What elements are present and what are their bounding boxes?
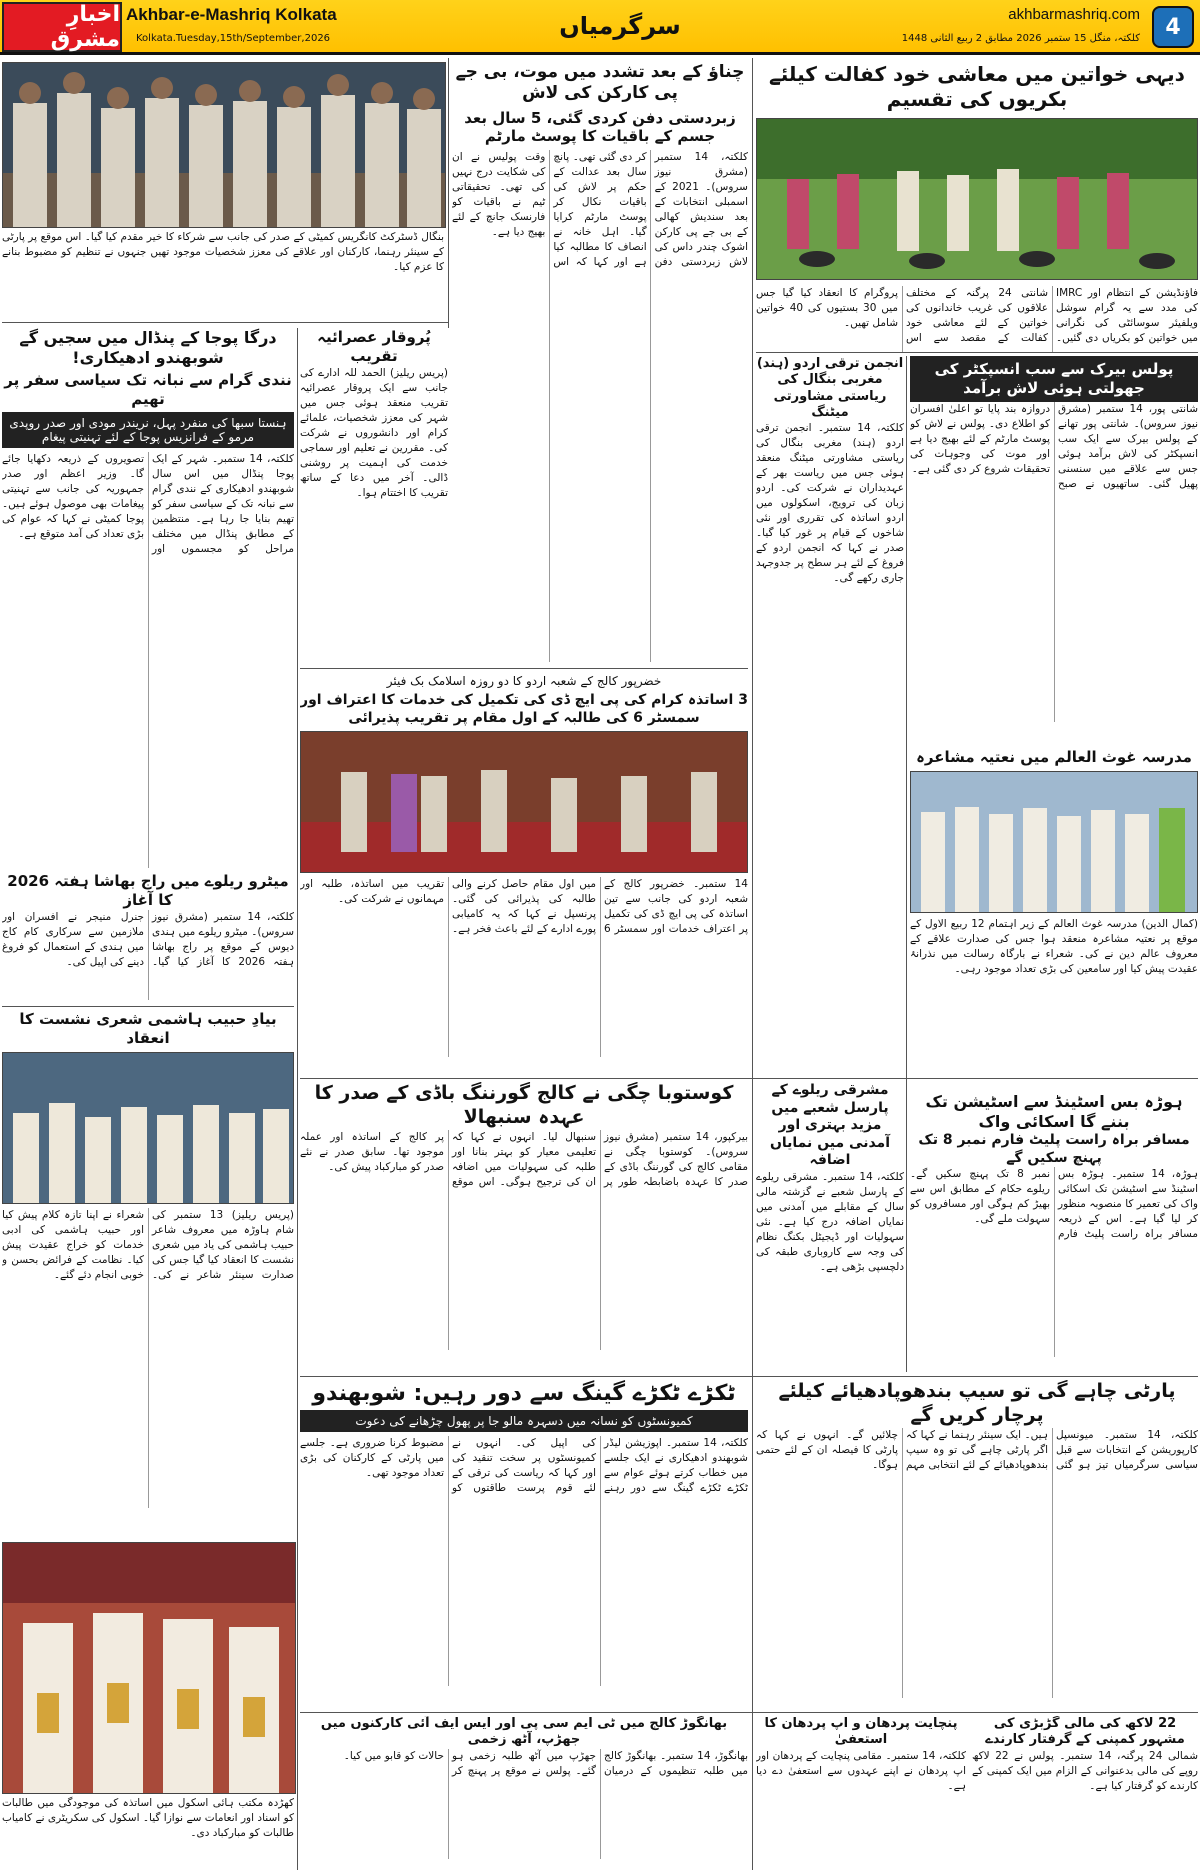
bus-article [910, 1092, 1198, 1372]
bus-body: ہوڑہ، 14 ستمبر۔ ہوڑہ بس اسٹینڈ سے اسٹیشن تک اسکائی واک کی تعمیر کا منصوبہ منظور کر لیا گیا ہے۔ اس کے ذریعہ مسافر براہ راست پلیٹ فارم نمبر 8 تک پہنچ سکیں گے۔ ریلوے حکام کے مطابق اس سے بھیڑ کم ہوگی اور مسافروں کو سہولت ملے گی۔ [910, 1168, 1198, 1240]
party-article [756, 1380, 1198, 1710]
trolley-headline: 22 لاکھ کی مالی گڑبڑی کی مشہور کمپنی کے گرفتار کارندے [985, 1716, 1185, 1748]
durga-boxed-subhead: ہنستا سبھا کی منفرد پہل، نریندر مودی اور صدر روپدی مرمو کے فرانزیس پوجا کے لئے تہنیتی پیغام [2, 412, 294, 448]
madrasa-headline: مدرسہ غوث العالم میں نعتیہ مشاعرہ [916, 748, 1192, 766]
column-rule [752, 58, 753, 1870]
poetry-article [2, 1010, 294, 1536]
newspaper-logo[interactable]: اخبارِ مشرق [2, 2, 122, 52]
goats-article [756, 62, 1198, 352]
column-rule [297, 328, 298, 1870]
website-link[interactable]: akhbarmashriq.com [1008, 6, 1140, 23]
college-photo [300, 731, 748, 873]
durga-body: کلکتہ، 14 ستمبر۔ شہر کے ایک پوجا پنڈال میں اس سال شوبھندو ادھیکاری کے نندی گرام سے نبانہ تک کے سیاسی سفر کو تھیم بنایا جا رہا ہے۔ منتظمین کے مطابق پنڈال میں مختلف مراحل کو مجسموں اور تصویروں کے ذریعہ دکھایا جائے گا۔ وزیر اعظم اور صدر جمہوریہ کی جانب سے تہنیتی پیغامات بھی موصول ہوئے ہیں۔ پوجا کمیٹی نے کہا کہ عوام کی بڑی تعداد کی آمد متوقع ہے۔ [2, 452, 294, 555]
school-photo [2, 1542, 296, 1794]
row-divider [2, 322, 448, 323]
party-body: کلکتہ، 14 ستمبر۔ میونسپل کارپوریشن کے انتخابات سے قبل سیاسی سرگرمیاں تیز ہو گئی ہیں۔ ایک سینئر رہنما نے کہا کہ اگر پارٹی چاہے گی تو وہ سیپ بندھوپادھیائے کے لئے انتخابی مہم چلائیں گے۔ انہوں نے کہا کہ پارٹی کا فیصلہ ان کے لئے حتمی ہوگا۔ [756, 1428, 1198, 1471]
metro-body: کلکتہ، 14 ستمبر (مشرق نیوز سروس)۔ میٹرو ریلوے میں ہندی دیوس کے موقع پر راج بھاشا ہفتہ 2026 کا آغاز کیا گیا۔ جنرل منیجر نے افسران اور ملازمین سے سرکاری کام کاج میں ہندی کے استعمال کو فروغ دینے کی اپیل کی۔ [2, 910, 294, 968]
anjuman-body: کلکتہ، 14 ستمبر۔ انجمن ترقی اردو (ہند) مغربی بنگال کی ریاستی مشاورتی میٹنگ منعقد ہوئی جس میں ریاست بھر کے عہدیداران نے شرکت کی۔ اردو زبان کی ترویج، اسکولوں میں اردو اساتذہ کی تقرری اور نئی شاخوں کے قیام پر غور کیا گیا۔ صدر نے کہا کہ انجمن اردو کے فروغ کے لئے ہر سطح پر جدوجہد جاری رکھے گی۔ [756, 422, 904, 584]
metro-article [2, 872, 294, 1002]
sfi-article [300, 1716, 748, 1870]
ceremony-article [300, 328, 448, 668]
poetry-gathering-illustration [3, 1053, 293, 1203]
ceremony-headline: پُروقار عصرائیہ تقریب [317, 328, 431, 365]
anjuman-article [756, 356, 904, 1076]
police-article [910, 356, 1198, 736]
funeral-subhead: زبردستی دفن کردی گئی، 5 سال بعد جسم کے باقیات کا پوسٹ مارٹم [464, 108, 736, 146]
college-kicker: خضرپور کالج کے شعبہ اردو کا دو روزہ اسلامک بک فیئر [386, 674, 662, 688]
metro-headline: میٹرو ریلوے میں راج بھاشا ہفتہ 2026 کا آغاز [7, 872, 289, 909]
panchayat-body: کلکتہ، 14 ستمبر۔ مقامی پنچایت کے پردھان اور اپ پردھان نے اپنے عہدوں سے استعفیٰ دے دیا ہے۔ [756, 1749, 966, 1792]
bus-headline: ہوڑہ بس اسٹینڈ سے اسٹیشن تک بننے گا اسکائی واک [925, 1092, 1183, 1131]
ceremony-body: (پریس ریلیز) الحمد للہ ادارے کی جانب سے ایک پروقار عصرائیہ تقریب منعقد ہوئی جس میں شہر کی معزز شخصیات، علمائے کرام اور دانشوروں نے شرکت کی۔ مقررین نے تعلیم اور سماجی خدمت کی اہمیت پر روشنی ڈالی۔ آخر میں دعا کے ساتھ تقریب کا اختتام ہوا۔ [300, 366, 448, 499]
row-divider [300, 668, 748, 669]
brand-name: Akhbar-e-Mashriq Kolkata [126, 5, 337, 24]
college-headline: 3 اساتذہ کرام کی پی ایچ ڈی کی تکمیل کی خدمات کا اعتراف اور سمسٹر 6 کی طالبہ کے اول مقام پر تقریب پذیرائی [300, 692, 748, 726]
madrasa-article [910, 748, 1198, 1088]
poetry-headline: بیادِ حبیب ہاشمی شعری نشست کا انعقاد [19, 1010, 277, 1047]
goats-body: فاؤنڈیشن کے انتظام اور IMRC کی مدد سے یہ گرام سوشل ویلفیئر سوسائٹی کی نگرانی میں خواتین کو بکریاں دی گئیں۔ شانتی 24 پرگنہ کے مختلف علاقوں کی غریب خاندانوں کی خواتین کے لئے معاشی خود کفالت کے مقصد سے اس پروگرام کا انعقاد کیا گیا جس میں 30 بستیوں کی 40 خواتین شامل تھیں۔ [756, 287, 1198, 344]
college-article [300, 672, 748, 1076]
goats-headline: دیہی خواتین میں معاشی خود کفالت کیلئے بکریوں کی تقسیم [769, 62, 1185, 111]
funeral-headline: چناؤ کے بعد تشدد میں موت، بی جے پی کارکن کی لاش [455, 62, 745, 104]
mushaira-illustration [911, 772, 1197, 912]
durga-subhead: نندی گرام سے نبانہ تک سیاسی سفر پر تھیم [4, 371, 292, 408]
row-divider [756, 352, 1198, 353]
village-women-illustration [757, 119, 1197, 279]
gorung-body: بیرکپور، 14 ستمبر (مشرق نیوز سروس)۔ کوستوبا چگی نے مقامی کالج کی گورننگ باڈی کے صدر کا عہدہ باضابطہ طور پر سنبھال لیا۔ انہوں نے کہا کہ تعلیمی معیار کو بہتر بنانا اور طلبہ کی سہولیات میں اضافہ ان کی ترجیح ہوگی۔ اس موقع پر کالج کے اساتذہ اور عملہ موجود تھا۔ سابق صدر نے نئے صدر کو مبارکباد پیش کی۔ [300, 1130, 748, 1188]
page-number-badge: 4 [1152, 6, 1194, 48]
column-rule [906, 356, 907, 1372]
tukde-boxed-subhead: کمیونسٹوں کو نسانہ میں دسہرہ مالو جا پر پھول چڑھانے کی دعوت [300, 1410, 748, 1432]
goats-photo [756, 118, 1198, 280]
police-headline: پولس بیرک سے سب انسپکٹر کی جھولتی ہوئی لاش برآمد [910, 356, 1198, 402]
party-headline: پارٹی چاہے گی تو سیپ بندھوپادھیائے کیلئے پرچار کریں گے [778, 1380, 1176, 1426]
tukde-headline: ٹکڑے ٹکڑے گینگ سے دور رہیں: شوبھندو [312, 1381, 736, 1406]
congress-photo [2, 62, 446, 228]
madrasa-photo [910, 771, 1198, 913]
masthead [0, 0, 1200, 55]
sfi-headline: بھانگوڑ کالج میں ٹی ایم سی پی اور ایس ایف آئی کارکنوں میں جھڑپ، آٹھ زخمی [320, 1716, 728, 1748]
police-body: شانتی پور، 14 ستمبر (مشرق نیوز سروس)۔ شانتی پور تھانے کے پولس بیرک سے ایک سب انسپکٹر کی لاش برآمد ہوئی جس سے علاقے میں سنسنی پھیل گئی۔ ساتھیوں نے صبح دروازہ بند پایا تو اعلیٰ افسران کو اطلاع دی۔ پولس نے لاش کو پوسٹ مارٹم کے لئے بھیج دیا ہے اور موت کی وجوہات کی تحقیقات شروع کر دی گئی ہے۔ [910, 402, 1198, 490]
row-divider [2, 1006, 294, 1007]
trolley-body: شمالی 24 پرگنہ، 14 ستمبر۔ پولس نے 22 لاکھ روپے کی مالی بدعنوانی کے الزام میں ایک کمپنی کے کارندے کو گرفتار کیا ہے۔ [972, 1749, 1198, 1792]
row-divider [300, 1078, 1198, 1079]
award-ceremony-illustration [301, 732, 747, 872]
durga-headline: درگا پوجا کے پنڈال میں سجیں گے شوبھندو ادھیکاری! [19, 328, 277, 367]
railway-headline: مشرقی ریلوے کے پارسل شعبے میں مزید بہتری اور آمدنی میں نمایاں اضافہ [769, 1082, 891, 1168]
tukde-body: کلکتہ، 14 ستمبر۔ اپوزیشن لیڈر شوبھندو ادھیکاری نے ایک جلسے میں خطاب کرتے ہوئے عوام سے ٹکڑے ٹکڑے گینگ سے دور رہنے کی اپیل کی۔ انہوں نے کمیونسٹوں پر سخت تنقید کی اور کہا کہ ریاست کی ترقی کے لئے قوم پرست طاقتوں کو مضبوط کرنا ضروری ہے۔ جلسے میں پارٹی کے کارکنان کی بڑی تعداد موجود تھی۔ [300, 1436, 748, 1494]
urdu-dateline: کلکتہ، منگل 15 ستمبر 2026 مطابق 2 ربیع الثانی 1448 [901, 33, 1140, 44]
durga-article [2, 328, 294, 868]
gorung-headline: کوستوبا چگی نے کالج گورننگ باڈی کے صدر کا عہدہ سنبھالا [314, 1082, 734, 1128]
group-photo-illustration [3, 63, 445, 227]
row-divider [300, 1376, 1198, 1377]
panchayat-article [756, 1716, 966, 1870]
english-dateline: Kolkata.Tuesday,15th/September,2026 [136, 33, 331, 44]
panchayat-headline: پنچایت پردھان و اپ پردھان کا استعفیٰ [764, 1716, 958, 1748]
anjuman-headline: انجمن ترقی اردو (ہند) مغربی بنگال کی ریاستی مشاورتی میٹنگ [756, 356, 904, 420]
madrasa-caption: (کمال الدین) مدرسہ غوث العالم کے زیر اہتمام 12 ربیع الاول کے موقع پر نعتیہ مشاعرہ منعقد ہوا جس کی صدارت علاقے کے معروف عالم دین نے کی۔ شعراء نے بارگاہ رسالت میں نذرانۂ عقیدت پیش کیا اور سامعین کی بڑی تعداد موجود رہی۔ [910, 917, 1198, 975]
school-caption: کھڑدہ مکتب ہائی اسکول میں اساتذہ کی موجودگی میں طالبات کو اسناد اور انعامات سے نوازا گیا۔ اسکول کی سکریٹری نے کامیاب طالبات کو مبارکباد دی۔ [2, 1797, 294, 1839]
row-divider [300, 1712, 1198, 1713]
funeral-body: کلکتہ، 14 ستمبر (مشرق نیوز سروس)۔ 2021 کے اسمبلی انتخابات کے بعد سندیش کھالی کے بی جے پی کارکن اشوک چندر داس کی لاش زبردستی دفن کر دی گئی تھی۔ پانچ سال بعد عدالت کے حکم پر لاش کی باقیات نکال کر پوسٹ مارٹم کرایا گیا۔ اہل خانہ نے انصاف کا مطالبہ کیا ہے اور کہا کہ اس وقت پولیس نے ان کی شکایت درج نہیں کی تھی۔ تحقیقاتی ٹیم نے باقیات کو فارنسک جانچ کے لئے بھیج دیا ہے۔ [452, 151, 748, 268]
college-body: 14 ستمبر۔ خضرپور کالج کے شعبہ اردو کی جانب سے تین اساتذہ کی پی ایچ ڈی کی تکمیل پر اعتراف خدمات اور سمسٹر 6 میں اول مقام حاصل کرنے والی طالبہ کی پذیرائی کی گئی۔ پرنسپل نے کہا کہ یہ کامیابی پورے ادارے کے لئے باعث فخر ہے۔ تقریب میں اساتذہ، طلبہ اور مہمانوں نے شرکت کی۔ [300, 878, 748, 935]
congress-caption: بنگال ڈسٹرکٹ کانگریس کمیٹی کے صدر کی جانب سے شرکاء کا خیر مقدم کیا گیا۔ اس موقع پر پارٹی کے سینئر رہنما، کارکنان اور علاقے کی معزز شخصیات موجود تھیں جنہوں نے تنظیم کو مضبوط بنانے کا عزم کیا۔ [2, 231, 444, 273]
tukde-article [300, 1380, 748, 1710]
sfi-body: بھانگوڑ، 14 ستمبر۔ بھانگوڑ کالج میں طلبہ تنظیموں کے درمیان جھڑپ میں آٹھ طلبہ زخمی ہو گئے۔ پولس نے موقع پر پہنچ کر حالات کو قابو میں کیا۔ [343, 1749, 748, 1777]
railway-body: کلکتہ، 14 ستمبر۔ مشرقی ریلوے کے پارسل شعبے نے گزشتہ مالی سال کے مقابلے میں آمدنی میں نمایاں اضافہ درج کیا ہے۔ نئی سہولیات اور ڈیجیٹل بکنگ نظام کی وجہ سے کاروباری طبقہ کی دلچسپی بڑھی ہے۔ [756, 1170, 904, 1273]
gorung-article [300, 1082, 748, 1372]
funeral-article [452, 62, 748, 662]
poetry-body: (پریس ریلیز) 13 ستمبر کی شام ہاوڑہ میں معروف شاعر حبیب ہاشمی کی یاد میں شعری نشست کا انعقاد کیا گیا جس کی صدارت سینئر شاعر نے کی۔ شعراء نے اپنا تازہ کلام پیش کیا اور حبیب ہاشمی کی ادبی خدمات کو خراج عقیدت پیش کیا۔ نظامت کے فرائض بحسن و خوبی انجام دئے گئے۔ [2, 1208, 294, 1281]
bus-subhead: مسافر براہ راست پلیٹ فارم نمبر 8 تک پہنچ سکیں گے [918, 1132, 1190, 1166]
railway-article [756, 1082, 904, 1372]
trolley-article [972, 1716, 1198, 1870]
school-award-illustration [3, 1543, 295, 1793]
poetry-photo [2, 1052, 294, 1204]
section-title: سرگرمیاں [559, 12, 681, 40]
column-rule [448, 58, 449, 328]
